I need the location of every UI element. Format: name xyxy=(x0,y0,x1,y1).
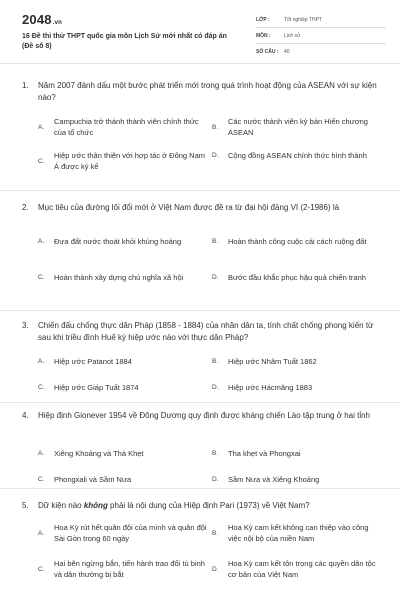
option-a[interactable] xyxy=(38,236,208,247)
meta-label: MÔN : xyxy=(256,32,271,39)
meta-value: Lịch sử xyxy=(284,32,301,39)
question-number: 3. xyxy=(22,321,29,330)
question-head xyxy=(22,410,384,422)
option-b[interactable] xyxy=(212,236,382,247)
option-c[interactable] xyxy=(38,382,208,393)
site-logo[interactable] xyxy=(22,12,62,27)
option-d[interactable] xyxy=(212,382,382,393)
option-letter: C. xyxy=(38,476,45,483)
option-text: Phongxali và Sầm Nưa xyxy=(54,475,132,484)
exam-meta xyxy=(256,12,386,60)
option-letter: A. xyxy=(38,529,45,537)
question-text: Hiệp định Gionever 1954 về Đông Dương quy định được kháng chiến Lào tập trung ở hai tỉnh xyxy=(38,411,370,420)
question-number: 4. xyxy=(22,411,29,420)
option-letter: D. xyxy=(212,476,219,483)
exam-title: 16 Đề thi thử THPT quốc gia môn Lịch Sử mới nhất có đáp án (Đề số 8) xyxy=(22,33,227,50)
option-b[interactable] xyxy=(212,116,382,138)
meta-value: Tốt nghiệp THPT xyxy=(284,16,322,23)
question-2 xyxy=(22,202,384,282)
option-text: Hiệp ước Hácmăng 1883 xyxy=(228,383,313,392)
option-text: Bước đầu khắc phục hậu quả chiến tranh xyxy=(228,273,366,282)
option-letter: D. xyxy=(212,384,219,391)
option-letter: A. xyxy=(38,358,45,365)
question-head xyxy=(22,500,384,512)
logo-tld: .vn xyxy=(52,20,63,26)
option-letter: C. xyxy=(38,274,45,281)
question-number: 1. xyxy=(22,81,29,90)
question-text-emphasis: không xyxy=(83,501,108,510)
question-text: Năm 2007 đánh dấu một bước phát triển mới trong quá trình hoạt động của ASEAN với sự kiện nào? xyxy=(38,81,377,102)
option-a[interactable] xyxy=(38,522,208,544)
meta-row-class xyxy=(256,12,386,28)
option-text: Hoàn thành công cuộc cải cách ruộng đất xyxy=(228,237,367,246)
option-text: Campuchia trở thành thành viên chính thức của tổ chức xyxy=(54,117,199,137)
option-letter: A. xyxy=(38,123,45,131)
question-text: Mục tiêu của đường lối đổi mới ở Việt Nam được đề ra từ đại hội đảng VI (2-1986) là xyxy=(38,203,340,212)
question-text-before: Dữ kiện nào xyxy=(38,501,84,510)
meta-label: SỐ CÂU : xyxy=(256,49,279,55)
question-text: Chiến đấu chống thực dân Pháp (1858 - 1884) của nhân dân ta, tính chất chống phong kiến từ sau khi triều đình Huế ký hiệp ước nào với thực dân Pháp? xyxy=(38,321,374,342)
option-text: Hiệp ước Patanot 1884 xyxy=(54,357,132,366)
question-head xyxy=(22,202,384,214)
option-a[interactable] xyxy=(38,116,208,138)
option-c[interactable] xyxy=(38,272,208,283)
option-c[interactable] xyxy=(38,474,208,485)
option-text: Các nước thành viên ký bản Hiến chương ASEAN xyxy=(228,117,368,137)
option-text: Hoa Kỳ rút hết quân đội của mình và quân đội Sài Gòn trong 60 ngày xyxy=(54,523,207,543)
option-text: Xiêng Khoảng và Thà Khẹt xyxy=(54,449,144,458)
question-divider xyxy=(0,190,400,191)
option-letter: D. xyxy=(212,152,219,159)
meta-row-subject xyxy=(256,28,386,44)
option-a[interactable] xyxy=(38,356,208,367)
option-text: Cộng đồng ASEAN chính thức hình thành xyxy=(228,151,367,160)
option-letter: C. xyxy=(38,565,45,573)
option-b[interactable] xyxy=(212,356,382,367)
question-number: 2. xyxy=(22,203,29,212)
option-d[interactable] xyxy=(212,558,382,580)
question-number: 5. xyxy=(22,501,29,510)
option-d[interactable] xyxy=(212,474,382,485)
option-letter: C. xyxy=(38,384,45,391)
question-divider xyxy=(0,402,400,403)
meta-label: LỚP : xyxy=(256,16,270,23)
option-text: Hoa Kỳ cam kết không can thiệp vào công việc nội bộ của miền Nam xyxy=(228,523,369,543)
question-text-after: phải là nội dung của Hiệp định Pari (1973) về Việt Nam? xyxy=(107,501,310,510)
option-letter: B. xyxy=(212,238,219,245)
question-3 xyxy=(22,320,384,392)
option-text: Tha khẹt và Phongxai xyxy=(228,449,301,458)
question-text xyxy=(38,500,384,512)
option-letter: D. xyxy=(212,274,219,281)
question-4 xyxy=(22,410,384,484)
question-head xyxy=(22,320,384,344)
option-b[interactable] xyxy=(212,522,382,544)
option-text: Hiệp ước Nhâm Tuất 1862 xyxy=(228,357,317,366)
logo-brand: 2048 xyxy=(22,12,52,27)
option-text: Hoàn thành xây dựng chủ nghĩa xã hội xyxy=(54,273,184,282)
question-5 xyxy=(22,500,384,579)
option-letter: B. xyxy=(212,450,219,457)
option-text: Sầm Nưa và Xiêng Khoảng xyxy=(228,475,320,484)
option-text: Hoa Kỳ cam kết tôn trọng các quyền dân tộc cơ bản của Việt Nam xyxy=(228,559,376,579)
page-header xyxy=(0,0,400,64)
option-letter: D. xyxy=(212,565,219,573)
option-text: Đưa đất nước thoát khỏi khủng hoảng xyxy=(54,237,182,246)
question-1 xyxy=(22,80,384,171)
option-c[interactable] xyxy=(38,150,208,172)
option-letter: B. xyxy=(212,358,219,365)
option-b[interactable] xyxy=(212,448,382,459)
question-head xyxy=(22,80,384,104)
option-letter: C. xyxy=(38,157,45,165)
option-text: Hai bên ngừng bắn, tiến hành trao đổi tù binh và dân thường bị bắt xyxy=(54,559,205,579)
option-c[interactable] xyxy=(38,558,208,580)
option-a[interactable] xyxy=(38,448,208,459)
question-divider xyxy=(0,310,400,311)
question-divider xyxy=(0,488,400,489)
option-text: Hiệp ước Giáp Tuất 1874 xyxy=(54,383,139,392)
option-letter: A. xyxy=(38,238,45,245)
option-letter: A. xyxy=(38,450,45,457)
option-letter: B. xyxy=(212,529,219,537)
option-d[interactable] xyxy=(212,272,382,283)
meta-row-count xyxy=(256,44,386,60)
option-letter: B. xyxy=(212,123,219,131)
option-text: Hiệp ước thân thiện với hợp tác ở Đông Nam Á được ký kế xyxy=(54,151,206,171)
meta-value: 40 xyxy=(284,49,290,55)
option-d[interactable] xyxy=(212,150,382,161)
